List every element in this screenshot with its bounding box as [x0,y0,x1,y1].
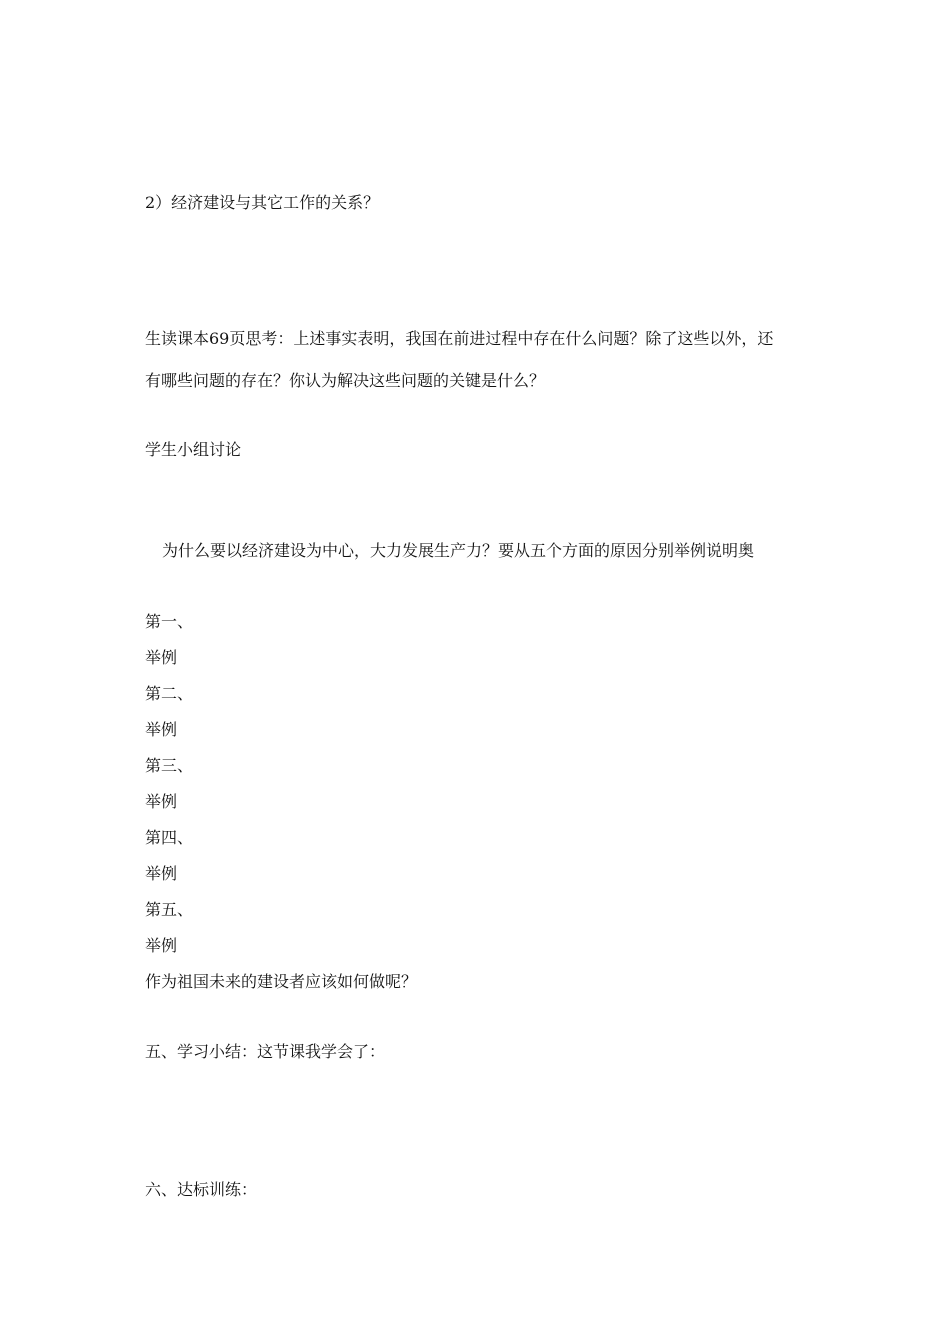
item-2-example: 举例 [145,720,178,739]
item-1-label: 第一、 [145,612,194,631]
section-summary-heading: 五、学习小结：这节课我学会了： [145,1042,386,1061]
future-builder-question: 作为祖国未来的建设者应该如何做呢？ [145,972,418,991]
why-economic-center-question: 为什么要以经济建设为中心，大力发展生产力？要从五个方面的原因分别举例说明奥 [162,541,755,560]
reading-prompt-line-2: 有哪些问题的存在？你认为解决这些问题的关键是什么？ [145,371,546,390]
item-1-example: 举例 [145,648,178,667]
item-3-label: 第三、 [145,756,194,775]
item-5-label: 第五、 [145,900,194,919]
item-4-example: 举例 [145,864,178,883]
item-2-label: 第二、 [145,684,194,703]
item-3-example: 举例 [145,792,178,811]
group-discussion-heading: 学生小组讨论 [145,440,242,459]
reading-prompt-line-1: 生读课本69页思考：上述事实表明，我国在前进过程中存在什么问题？除了这些以外，还 [145,329,774,348]
question-economic-relation: 2）经济建设与其它工作的关系？ [145,193,380,212]
item-5-example: 举例 [145,936,178,955]
item-4-label: 第四、 [145,828,194,847]
section-training-heading: 六、达标训练： [145,1180,258,1199]
